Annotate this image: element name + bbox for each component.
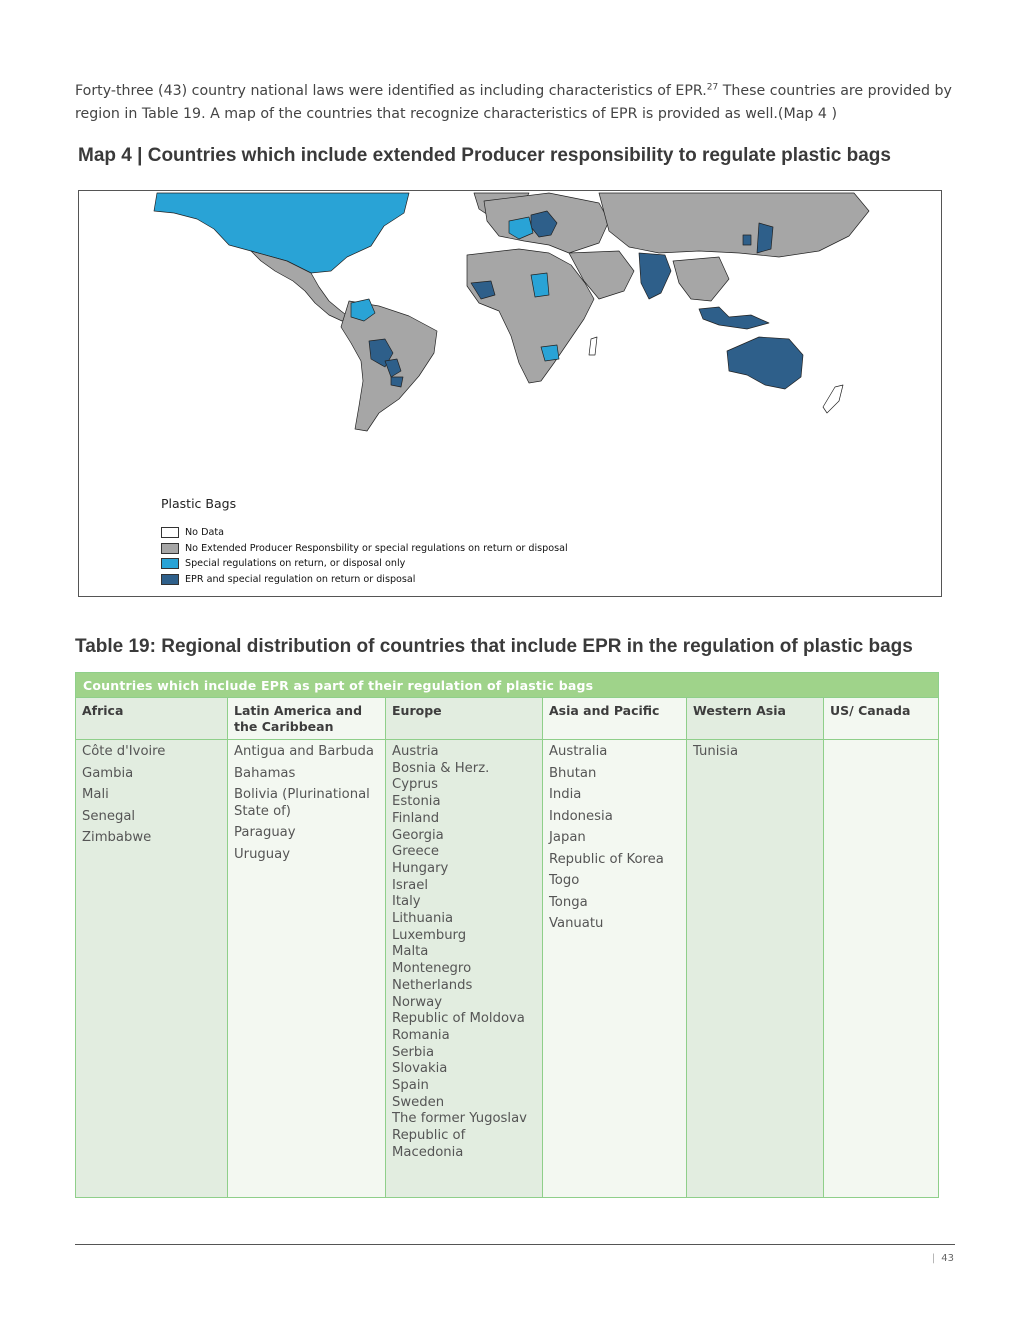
intro-text-before: Forty-three (43) country national laws were identified as including characteristics of EPR.: [75, 83, 707, 99]
column-cell-latin-america: [228, 740, 386, 1198]
country-list-asia-pacific: [549, 744, 680, 933]
country-item: Bhutan: [549, 765, 597, 781]
country-item: Côte d'Ivoire: [82, 744, 166, 759]
legend-swatch-epr: [161, 574, 179, 585]
map-region-indonesia: [699, 307, 769, 329]
world-map-figure: [78, 190, 942, 597]
column-header-us-canada: US/ Canada: [824, 698, 939, 740]
country-item: Tunisia: [693, 744, 739, 759]
legend-label: EPR and special regulation on return or disposal: [185, 573, 416, 585]
country-item: Bosnia & Herz.: [392, 760, 490, 776]
country-item: Tonga: [549, 894, 588, 910]
country-item: Netherlands: [392, 977, 473, 993]
map-title: Map 4 | Countries which include extended Producer responsibility to regulate plastic bags: [78, 145, 891, 166]
country-item: Romania: [392, 1027, 450, 1043]
table-title: Table 19: Regional distribution of countries that include EPR in the regulation of plastic bags: [75, 636, 913, 657]
map-region-russia-asia: [599, 193, 869, 257]
country-item: Israel: [392, 877, 429, 893]
page-number: [932, 1253, 954, 1264]
map-region-southeast-asia: [673, 257, 729, 301]
page-number-separator: |: [931, 1253, 936, 1264]
footnote-marker[interactable]: 27: [706, 82, 719, 93]
country-item: Norway: [392, 994, 443, 1010]
column-header-europe: Europe: [386, 698, 543, 740]
country-item: Japan: [549, 830, 586, 845]
country-item: Spain: [392, 1078, 429, 1094]
country-list-western-asia: [693, 744, 817, 761]
country-item: Senegal: [82, 808, 136, 824]
legend-item-no-epr: [161, 541, 568, 557]
legend-label: Special regulations on return, or disposal only: [185, 558, 406, 570]
country-item: Bolivia (Plurinational State of): [234, 787, 370, 819]
country-item: Malta: [392, 944, 429, 960]
map-region-japan: [757, 223, 773, 253]
country-item: Cyprus: [392, 777, 439, 793]
country-item: Sweden: [392, 1094, 445, 1110]
map-region-korea: [743, 235, 751, 245]
country-item: Republic of Korea: [549, 851, 664, 867]
column-header-asia-pacific: Asia and Pacific: [543, 698, 687, 740]
column-header-latin-america: Latin America and the Caribbean: [228, 698, 386, 740]
map-region-africa: [467, 249, 594, 383]
map-legend: [161, 496, 568, 587]
country-item: The former Yugoslav Republic of Macedonia: [392, 1111, 527, 1160]
column-header-western-asia: Western Asia: [687, 698, 824, 740]
legend-item-special-regulations: [161, 556, 568, 572]
country-item: Gambia: [82, 765, 134, 781]
legend-item-epr: [161, 572, 568, 588]
country-item: Mali: [82, 787, 109, 802]
country-item: Zimbabwe: [82, 830, 152, 845]
country-item: Uruguay: [234, 846, 291, 862]
column-cell-africa: [76, 740, 228, 1198]
country-item: Italy: [392, 894, 421, 910]
country-item: Luxemburg: [392, 927, 467, 943]
country-item: Montenegro: [392, 961, 472, 977]
country-item: Greece: [392, 844, 439, 860]
map-region-new-zealand: [823, 385, 843, 413]
legend-swatch-no-data: [161, 527, 179, 538]
legend-item-no-data: [161, 525, 568, 541]
column-cell-asia-pacific: [543, 740, 687, 1198]
column-header-africa: Africa: [76, 698, 228, 740]
country-item: Antigua and Barbuda: [234, 744, 374, 759]
footer-rule: [75, 1244, 955, 1245]
country-item: Georgia: [392, 827, 444, 843]
country-list-africa: [82, 744, 221, 847]
country-item: Bahamas: [234, 765, 296, 781]
legend-title: Plastic Bags: [161, 496, 237, 511]
country-item: Togo: [549, 873, 580, 888]
country-item: Paraguay: [234, 825, 296, 840]
country-item: Indonesia: [549, 808, 613, 824]
country-item: Vanuatu: [549, 916, 604, 931]
legend-label: No Extended Producer Responsbility or special regulations on return or disposal: [185, 542, 568, 554]
page-number-value: 43: [941, 1253, 954, 1264]
legend-swatch-no-epr: [161, 543, 179, 554]
country-list-europe: [392, 744, 536, 1162]
country-item: Austria: [392, 744, 439, 759]
table-banner: Countries which include EPR as part of their regulation of plastic bags: [76, 673, 939, 698]
map-region-india: [639, 253, 671, 299]
legend-label: No Data: [185, 527, 225, 539]
country-item: Estonia: [392, 794, 441, 810]
intro-paragraph: [75, 80, 955, 126]
map-region-australia: [727, 337, 803, 389]
regional-distribution-table: [75, 672, 939, 1198]
column-cell-europe: [386, 740, 543, 1198]
country-item: Slovakia: [392, 1061, 448, 1077]
country-list-latin-america: [234, 744, 379, 863]
country-item: Republic of Moldova: [392, 1011, 525, 1027]
country-item: Finland: [392, 810, 440, 826]
country-item: Australia: [549, 744, 608, 759]
country-item: Lithuania: [392, 911, 454, 927]
intro-text-after: These countries are provided by region in Table 19. A map of the countries that recognize characteristics of EPR is provided as well.(Map 4 ): [75, 83, 952, 122]
column-cell-western-asia: [687, 740, 824, 1198]
country-item: Hungary: [392, 860, 449, 876]
map-region-madagascar: [589, 337, 597, 355]
legend-swatch-special-regulations: [161, 558, 179, 569]
map-region-uruguay: [391, 377, 403, 387]
column-cell-us-canada: [824, 740, 939, 1198]
country-item: India: [549, 787, 582, 802]
country-item: Serbia: [392, 1044, 435, 1060]
